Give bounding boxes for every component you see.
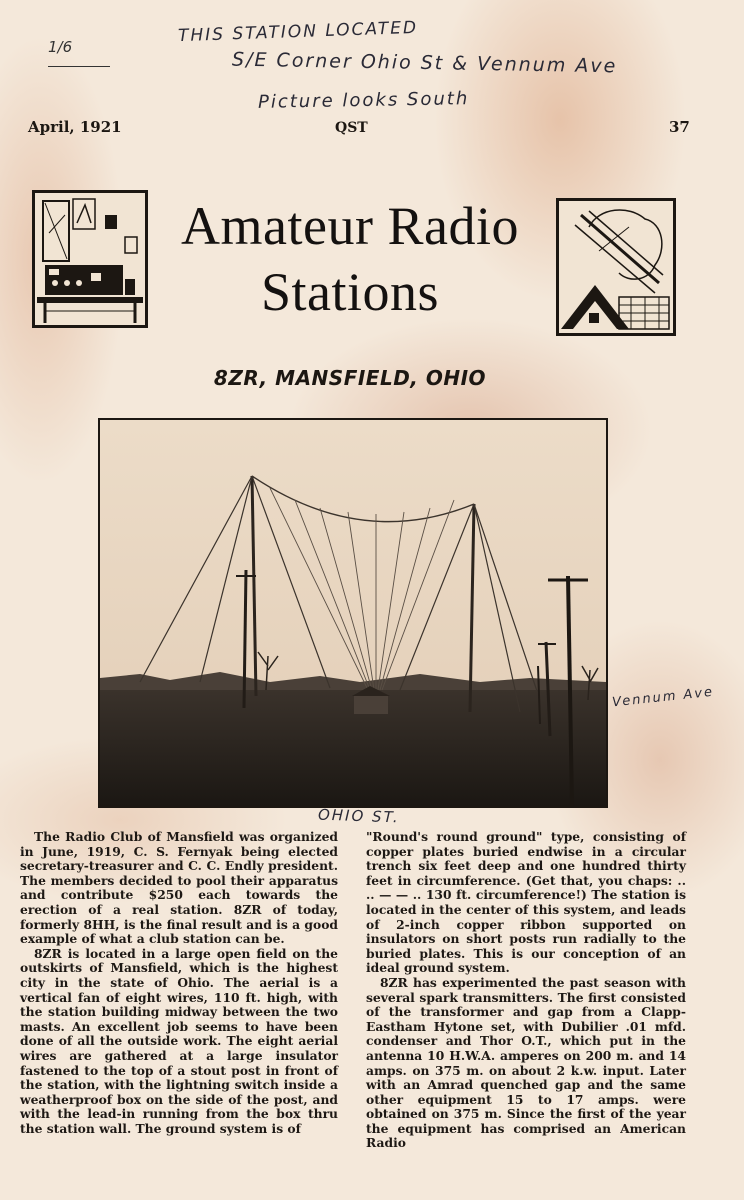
article-right-column — [366, 830, 686, 1151]
handwritten-side-note: Vennum Ave — [611, 684, 715, 711]
article-left-column — [20, 830, 338, 1136]
house-antenna-icon — [556, 198, 676, 336]
running-head-date: April, 1921 — [28, 118, 122, 136]
corner-underline — [48, 66, 110, 67]
running-head-page-number: 37 — [669, 118, 690, 136]
article-paragraph: "Round's round ground" type, consisting of copper plates buried endwise in a circular trench six feet deep and one hundred thirty feet in circumference. (Get that, you chaps: .. .. — — .. 130 ft. circumference!) The station is located in the center of this system, and leads of 2-inch copper ribbon supported on insulators on short posts run radially to the buried plates. This is our conception of an ideal ground system. — [366, 829, 686, 976]
running-head-magazine: QST — [335, 120, 368, 136]
handwritten-note-line-2: S/E Corner Ohio St & Vennum Ave — [231, 48, 618, 78]
handwritten-note-line-3: Picture looks South — [257, 88, 470, 113]
station-heading: 8ZR, MANSFIELD, OHIO — [213, 366, 487, 390]
handwritten-note-line-1: THIS STATION LOCATED — [177, 17, 419, 47]
masthead-title-line-2: Stations — [260, 262, 440, 322]
corner-mark: 1/6 — [48, 38, 73, 56]
article-paragraph: 8ZR is located in a large open field on the outskirts of Mansfield, which is the highest city in the state of Ohio. The aerial is a vertical fan of eight wires, 110 ft. high, with the station building midway between the two masts. An excellent job seems to have been done of all the outside work. The eight aerial wires are gathered at a large insulator fastened to the top of a stout post in front of the station, with the lightning switch inside a weatherproof box on the side of the post, and with the lead-in running from the box thru the station wall. The ground system is of — [20, 945, 338, 1136]
article-paragraph: 8ZR has experimented the past season with several spark transmitters. The first consisted of the transformer and gap from a Clapp-Eastham Hytone set, with Dubilier .01 mfd. condenser and Thor O.T., which put in the antenna 10 H.W.A. amperes on 200 m. and 14 amps. on 375 m. on about 2 k.w. input. Later with an Amrad quenched gap and the same other equipment 15 to 17 amps. were obtained on 375 m. Since the first of the year the equipment has comprised an American Radio — [366, 974, 686, 1151]
article-paragraph: The Radio Club of Mansfield was organized in June, 1919, C. S. Fernyak being elected secretary-treasurer and C. C. Endly president. The members decided to pool their apparatus and contribute $250 each towards the erection of a real station. 8ZR of today, formerly 8HH, is the final result and is a good example of what a club station can be. — [20, 829, 338, 947]
handwritten-photo-caption: OHIO ST. — [317, 805, 401, 827]
radio-operator-room-icon — [32, 190, 148, 328]
masthead-title-line-1: Amateur Radio — [181, 196, 519, 256]
station-photograph — [98, 418, 608, 808]
